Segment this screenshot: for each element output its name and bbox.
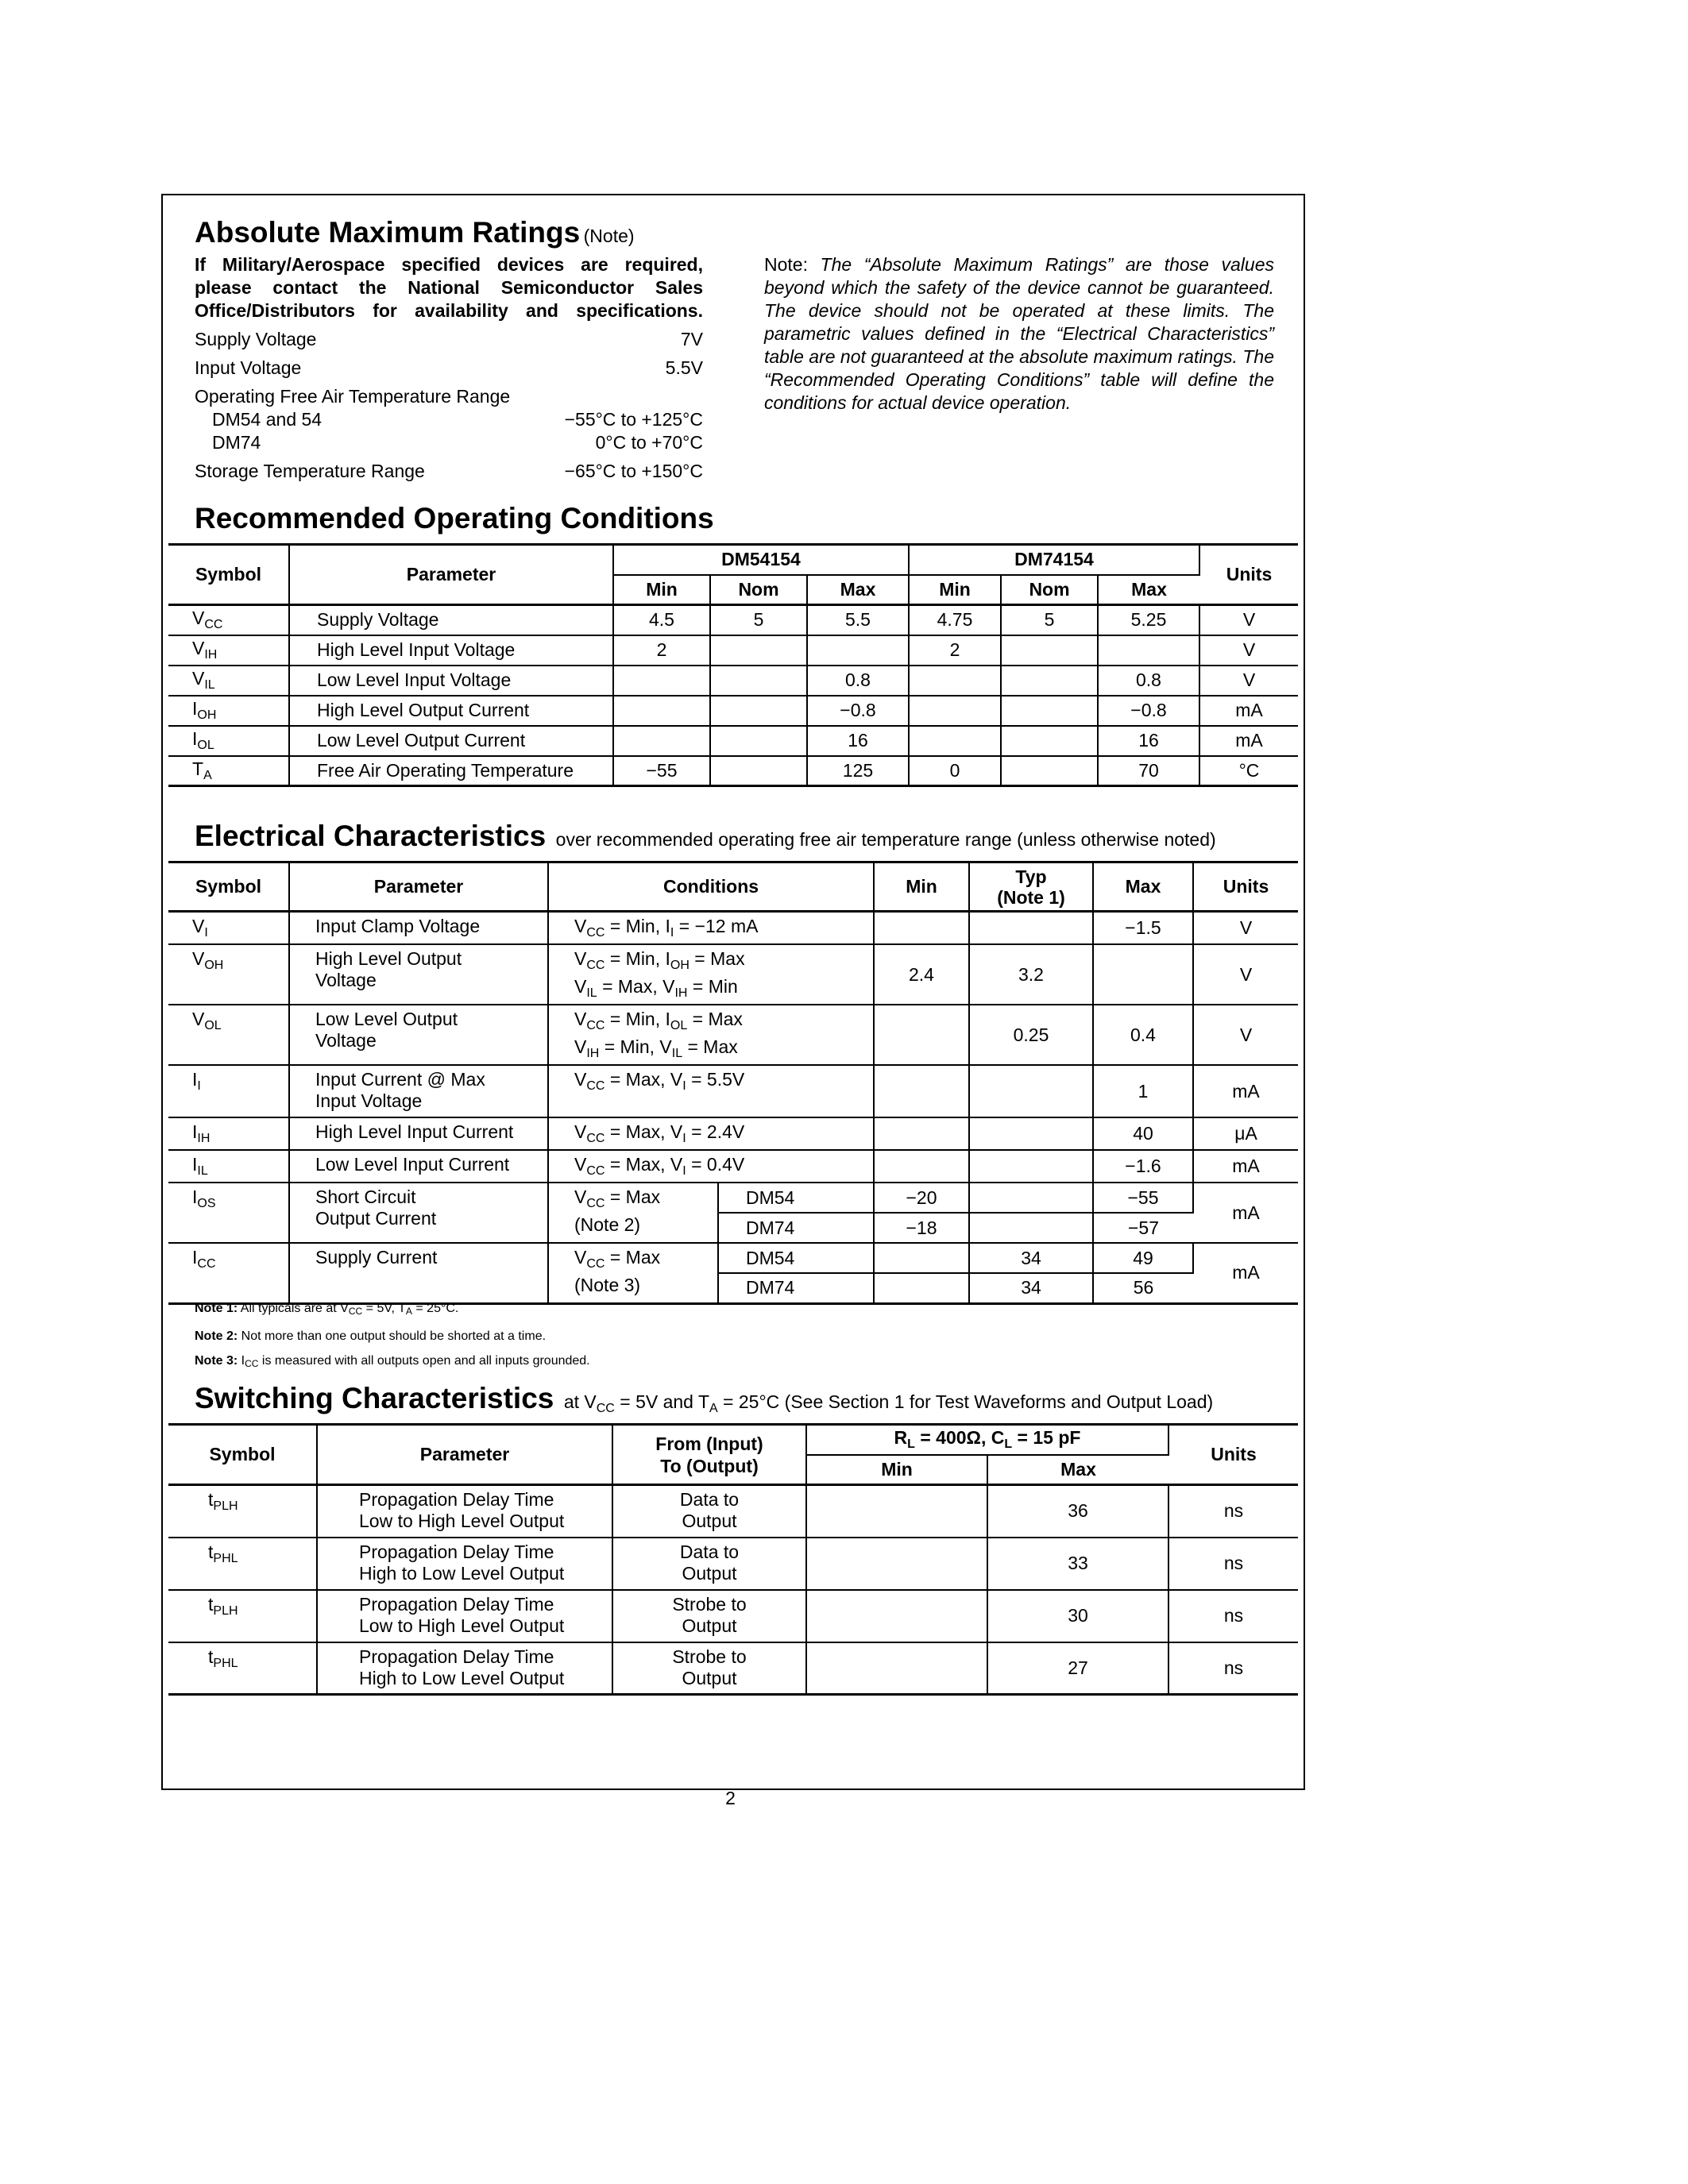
sw-table	[168, 1423, 1298, 1696]
table-row	[168, 1183, 1298, 1213]
value-cell: 5.25	[1098, 605, 1199, 635]
parameter-cell: Short Circuit Output Current	[289, 1183, 548, 1243]
parameter-cell: Input Current @ Max Input Voltage	[289, 1065, 548, 1117]
max-cell	[1093, 944, 1193, 1005]
col-parameter: Parameter	[289, 545, 613, 605]
conditions-cell: $V_{CC}$ = Max (Note 3)	[548, 1243, 718, 1303]
col-load-conditions: $R_L = 400\Omega$, $C_L = 15$ pF	[806, 1425, 1168, 1455]
conditions-cell: $V_{CC}$ = Max, $V_I = 0.4V$	[548, 1150, 874, 1183]
typ-cell	[969, 1117, 1093, 1150]
ec-subtitle: over recommended operating free air temperature range (unless otherwise noted)	[555, 829, 1216, 850]
max-cell: 33	[987, 1538, 1168, 1590]
table-row	[168, 1065, 1298, 1117]
abs-max-note	[764, 253, 1274, 415]
symbol-cell: $V_I$	[168, 912, 289, 945]
min-cell	[874, 1117, 969, 1150]
max-cell: −1.5	[1093, 912, 1193, 945]
value-cell: 5	[1001, 605, 1098, 635]
parameter-cell: High Level Input Voltage	[289, 635, 613, 666]
value-cell: −0.8	[1098, 696, 1199, 726]
parameter-cell: High Level Input Current	[289, 1117, 548, 1150]
value-cell	[909, 726, 1001, 756]
symbol-cell: $I_{OL}$	[168, 726, 289, 756]
value-cell: 0.8	[1098, 666, 1199, 696]
value-cell: 5.5	[807, 605, 909, 635]
value-cell	[710, 666, 807, 696]
col-typ-note: (Note 1)	[997, 886, 1065, 908]
table-row	[168, 1538, 1298, 1590]
col-max: Max	[807, 575, 909, 605]
col-parameter: Parameter	[289, 862, 548, 912]
units-cell: mA	[1199, 726, 1298, 756]
page-number: 2	[725, 1788, 736, 1808]
value-cell	[710, 756, 807, 786]
min-cell	[806, 1590, 987, 1642]
value-cell: 16	[807, 726, 909, 756]
device-cell: DM54	[718, 1243, 874, 1273]
parameter-cell: Low Level Output Current	[289, 726, 613, 756]
typ-cell: 3.2	[969, 944, 1093, 1005]
col-typ-label: Typ	[1015, 866, 1047, 887]
col-from-label: From (Input)	[655, 1433, 763, 1454]
value-cell	[1001, 696, 1098, 726]
col-max: Max	[987, 1455, 1168, 1485]
units-cell: ns	[1168, 1485, 1298, 1538]
typ-cell: 34	[969, 1273, 1093, 1303]
col-units: Units	[1199, 545, 1298, 605]
col-units: Units	[1193, 862, 1298, 912]
abs-max-heading	[195, 216, 635, 249]
units-cell: mA	[1199, 696, 1298, 726]
min-cell	[874, 1243, 969, 1273]
col-parameter: Parameter	[317, 1425, 612, 1485]
value-cell	[1001, 635, 1098, 666]
value-cell	[710, 696, 807, 726]
col-typ	[969, 862, 1093, 912]
from-to-cell: Data to Output	[612, 1538, 806, 1590]
value-cell	[807, 635, 909, 666]
value-cell	[613, 696, 710, 726]
table-row	[168, 1590, 1298, 1642]
parameter-cell: Low Level Output Voltage	[289, 1005, 548, 1065]
typ-cell	[969, 912, 1093, 945]
max-cell: 0.4	[1093, 1005, 1193, 1065]
min-cell	[874, 1150, 969, 1183]
roc-table	[168, 543, 1298, 787]
units-cell: ns	[1168, 1590, 1298, 1642]
col-dm74154: DM74154	[909, 545, 1199, 575]
col-dm54154: DM54154	[613, 545, 909, 575]
symbol-cell: $V_{OH}$	[168, 944, 289, 1005]
conditions-cell: $V_{CC}$ = Min, $I_{OH}$ = Max $V_{IL}$ = Max, $V_{IH}$ = Min	[548, 944, 874, 1005]
parameter-cell: Low Level Input Current	[289, 1150, 548, 1183]
units-cell: V	[1199, 666, 1298, 696]
units-cell: V	[1199, 635, 1298, 666]
table-row	[168, 1117, 1298, 1150]
max-cell: 27	[987, 1642, 1168, 1695]
parameter-cell: Propagation Delay Time High to Low Level Output	[317, 1642, 612, 1695]
value-cell	[1001, 756, 1098, 786]
parameter-cell: Supply Current	[289, 1243, 548, 1303]
value-cell: 4.5	[613, 605, 710, 635]
sw-subtitle: at $V_{CC} = 5V$ and $T_A = 25^\circ C$ (See Section 1 for Test Waveforms and Output Load)	[563, 1391, 1214, 1415]
min-cell	[806, 1642, 987, 1695]
col-symbol: Symbol	[168, 862, 289, 912]
table-row	[168, 635, 1298, 666]
symbol-cell: $V_{CC}$	[168, 605, 289, 635]
parameter-cell: High Level Output Voltage	[289, 944, 548, 1005]
typ-cell	[969, 1150, 1093, 1183]
abs-max-item-label: Input Voltage	[195, 357, 302, 378]
symbol-cell: $V_{IL}$	[168, 666, 289, 696]
units-cell: ns	[1168, 1642, 1298, 1695]
from-to-cell: Strobe to Output	[612, 1590, 806, 1642]
value-cell	[1001, 666, 1098, 696]
abs-max-item-value: 5.5V	[665, 357, 703, 378]
parameter-cell: Supply Voltage	[289, 605, 613, 635]
min-cell: 2.4	[874, 944, 969, 1005]
table-row	[168, 605, 1298, 635]
table-row	[168, 696, 1298, 726]
min-cell	[806, 1485, 987, 1538]
min-cell	[874, 1273, 969, 1303]
conditions-cell: $V_{CC}$ = Max (Note 2)	[548, 1183, 718, 1243]
typ-cell: 34	[969, 1243, 1093, 1273]
table-row	[168, 1243, 1298, 1273]
sw-heading	[195, 1382, 1213, 1416]
value-cell: 2	[613, 635, 710, 666]
symbol-cell: $I_{OS}$	[168, 1183, 289, 1243]
max-cell: 49	[1093, 1243, 1193, 1273]
col-min: Min	[613, 575, 710, 605]
min-cell: −20	[874, 1183, 969, 1213]
table-row	[168, 726, 1298, 756]
value-cell	[1098, 635, 1199, 666]
typ-cell: 0.25	[969, 1005, 1093, 1065]
value-cell: 0.8	[807, 666, 909, 696]
conditions-cell: $V_{CC}$ = Max, $V_I = 2.4V$	[548, 1117, 874, 1150]
table-row	[168, 1150, 1298, 1183]
footnote: Note 1: All typicals are at VCC = 5V, TA = 25°C.	[195, 1302, 459, 1317]
symbol-cell: $t_{PLH}$	[168, 1590, 317, 1642]
ec-table	[168, 861, 1298, 1305]
value-cell: 5	[710, 605, 807, 635]
symbol-cell: $V_{OL}$	[168, 1005, 289, 1065]
conditions-cell: $V_{CC}$ = Min, $I_I = -12$ mA	[548, 912, 874, 945]
from-to-cell: Strobe to Output	[612, 1642, 806, 1695]
units-cell: V	[1199, 605, 1298, 635]
symbol-cell: $T_A$	[168, 756, 289, 786]
parameter-cell: Propagation Delay Time High to Low Level Output	[317, 1538, 612, 1590]
from-to-cell: Data to Output	[612, 1485, 806, 1538]
value-cell: 2	[909, 635, 1001, 666]
parameter-cell: Free Air Operating Temperature	[289, 756, 613, 786]
abs-max-item-value: 0°C to +70°C	[595, 432, 703, 453]
max-cell: 40	[1093, 1117, 1193, 1150]
table-row	[168, 1005, 1298, 1065]
units-cell: μA	[1193, 1117, 1298, 1150]
table-row	[168, 944, 1298, 1005]
value-cell	[710, 726, 807, 756]
max-cell: 30	[987, 1590, 1168, 1642]
min-cell	[874, 912, 969, 945]
abs-max-item-label: Storage Temperature Range	[195, 461, 425, 481]
ec-title: Electrical Characteristics	[195, 820, 547, 852]
max-cell: −55	[1093, 1183, 1193, 1213]
units-cell: mA	[1193, 1183, 1298, 1243]
symbol-cell: $I_{OH}$	[168, 696, 289, 726]
device-cell: DM74	[718, 1273, 874, 1303]
col-min: Min	[874, 862, 969, 912]
col-max: Max	[1093, 862, 1193, 912]
conditions-cell: $V_{CC}$ = Max, $V_I = 5.5V$	[548, 1065, 874, 1117]
parameter-cell: High Level Output Current	[289, 696, 613, 726]
abs-max-item	[195, 431, 703, 454]
col-to-label: To (Output)	[660, 1455, 759, 1476]
units-cell: °C	[1199, 756, 1298, 786]
value-cell: 16	[1098, 726, 1199, 756]
conditions-cell: $V_{CC}$ = Min, $I_{OL}$ = Max $V_{IH}$ = Min, $V_{IL}$ = Max	[548, 1005, 874, 1065]
value-cell	[710, 635, 807, 666]
abs-max-item-label: DM54 and 54	[212, 409, 323, 430]
abs-max-item-value: −55°C to +125°C	[564, 409, 703, 430]
footnote: Note 2: Not more than one output should be shorted at a time.	[195, 1329, 547, 1343]
symbol-cell: $I_I$	[168, 1065, 289, 1117]
symbol-cell: $I_{CC}$	[168, 1243, 289, 1303]
units-cell: mA	[1193, 1065, 1298, 1117]
symbol-cell: $t_{PHL}$	[168, 1642, 317, 1695]
table-row	[168, 666, 1298, 696]
col-units: Units	[1168, 1425, 1298, 1485]
units-cell: V	[1193, 912, 1298, 945]
abs-max-title-note: (Note)	[583, 226, 635, 246]
max-cell: −1.6	[1093, 1150, 1193, 1183]
col-symbol: Symbol	[168, 545, 289, 605]
abs-max-item-value: −65°C to +150°C	[564, 461, 703, 481]
device-cell: DM54	[718, 1183, 874, 1213]
temp-range-label: Operating Free Air Temperature Range	[195, 386, 511, 407]
table-row	[168, 1485, 1298, 1538]
abs-max-item-value: 7V	[680, 329, 703, 349]
col-min: Min	[909, 575, 1001, 605]
value-cell: 125	[807, 756, 909, 786]
symbol-cell: $t_{PLH}$	[168, 1485, 317, 1538]
units-cell: mA	[1193, 1243, 1298, 1303]
max-cell: 56	[1093, 1273, 1193, 1303]
value-cell	[909, 696, 1001, 726]
parameter-cell: Propagation Delay Time Low to High Level Output	[317, 1590, 612, 1642]
value-cell	[1001, 726, 1098, 756]
value-cell: −55	[613, 756, 710, 786]
typ-cell	[969, 1065, 1093, 1117]
min-cell: −18	[874, 1213, 969, 1243]
parameter-cell: Input Clamp Voltage	[289, 912, 548, 945]
min-cell	[806, 1538, 987, 1590]
table-row	[168, 756, 1298, 786]
min-cell	[874, 1065, 969, 1117]
units-cell: ns	[1168, 1538, 1298, 1590]
abs-max-list	[195, 328, 703, 483]
parameter-cell: Low Level Input Voltage	[289, 666, 613, 696]
col-symbol: Symbol	[168, 1425, 317, 1485]
table-row	[168, 1642, 1298, 1695]
abs-max-item	[195, 357, 703, 380]
military-warning: If Military/Aerospace specified devices are required, please contact the National Semiconductor Sales Office/Distributors for availability and specifications.	[195, 254, 703, 321]
symbol-cell: $I_{IH}$	[168, 1117, 289, 1150]
col-nom: Nom	[1001, 575, 1098, 605]
abs-max-title: Absolute Maximum Ratings	[195, 216, 581, 249]
col-min: Min	[806, 1455, 987, 1485]
ec-notes	[195, 1296, 590, 1376]
symbol-cell: $t_{PHL}$	[168, 1538, 317, 1590]
abs-max-item-label: DM74	[212, 432, 261, 453]
parameter-cell: Propagation Delay Time Low to High Level Output	[317, 1485, 612, 1538]
ec-heading	[195, 820, 1216, 853]
abs-max-item	[195, 328, 703, 351]
value-cell	[613, 666, 710, 696]
value-cell: 4.75	[909, 605, 1001, 635]
col-nom: Nom	[710, 575, 807, 605]
units-cell: V	[1193, 1005, 1298, 1065]
roc-title: Recommended Operating Conditions	[195, 502, 714, 534]
abs-max-item	[195, 460, 703, 483]
footnote: Note 3: ICC is measured with all outputs open and all inputs grounded.	[195, 1354, 590, 1369]
value-cell	[909, 666, 1001, 696]
col-max: Max	[1098, 575, 1199, 605]
units-cell: mA	[1193, 1150, 1298, 1183]
sw-title: Switching Characteristics	[195, 1382, 554, 1414]
value-cell: 0	[909, 756, 1001, 786]
max-cell: 1	[1093, 1065, 1193, 1117]
symbol-cell: $V_{IH}$	[168, 635, 289, 666]
col-conditions: Conditions	[548, 862, 874, 912]
table-row	[168, 912, 1298, 945]
typ-cell	[969, 1213, 1093, 1243]
min-cell	[874, 1005, 969, 1065]
value-cell	[613, 726, 710, 756]
typ-cell	[969, 1183, 1093, 1213]
max-cell: 36	[987, 1485, 1168, 1538]
device-cell: DM74	[718, 1213, 874, 1243]
abs-max-note-prefix: Note:	[764, 254, 808, 275]
col-from-to	[612, 1425, 806, 1485]
value-cell: −0.8	[807, 696, 909, 726]
abs-max-note-text: The “Absolute Maximum Ratings” are those values beyond which the safety of the device cannot be guaranteed. The device should not be operated at these limits. The parametric values defined in the “Electrical Characteristics” table are not guaranteed at the absolute maximum ratings. The “Recommended Operating Conditions” table will define the conditions for actual device operation.	[764, 254, 1274, 413]
abs-max-item	[195, 408, 703, 431]
abs-max-item-label: Supply Voltage	[195, 329, 317, 349]
value-cell: 70	[1098, 756, 1199, 786]
units-cell: V	[1193, 944, 1298, 1005]
symbol-cell: $I_{IL}$	[168, 1150, 289, 1183]
max-cell: −57	[1093, 1213, 1193, 1243]
